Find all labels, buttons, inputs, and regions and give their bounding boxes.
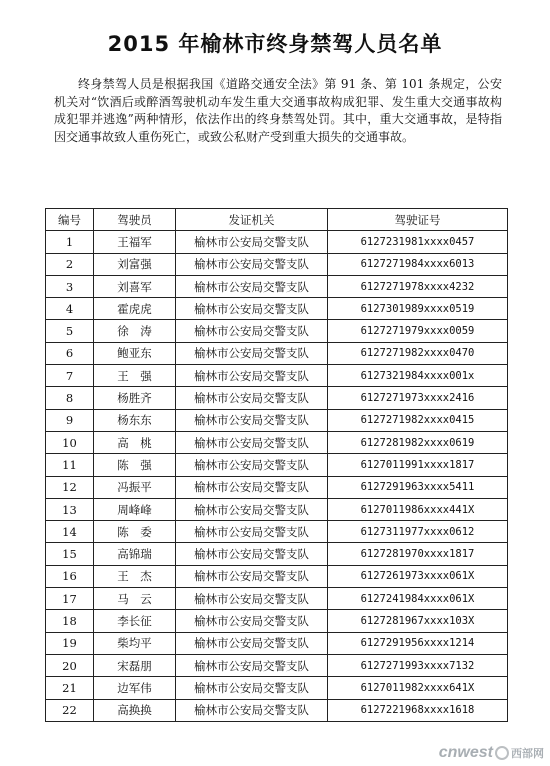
table-row: [46, 543, 508, 565]
intro-paragraph: 终身禁驾人员是根据我国《道路交通安全法》第 91 条、第 101 条规定，公安机关对“饮酒后或醉酒驾驶机动车发生重大交通事故构成犯罪、发生重大交通事故构成犯罪并逃逸”两种情形，依法作出的终身禁驾处罚。其中，重大交通事故，是特指因交通事故致人重伤死亡，或致公私财产受到重大损失的交通事故。: [54, 77, 502, 144]
cell-issuing-authority: 榆林市公安局交警支队: [176, 632, 328, 654]
table-body: [46, 231, 508, 722]
cell-license-number: 6127011982xxxx641X: [328, 677, 508, 699]
cell-number: 21: [46, 677, 94, 699]
cell-driver-name: 刘喜军: [94, 275, 176, 297]
cell-number: 17: [46, 588, 94, 610]
cell-number: 11: [46, 454, 94, 476]
cell-driver-name: 周峰峰: [94, 498, 176, 520]
cell-number: 18: [46, 610, 94, 632]
cell-number: 9: [46, 409, 94, 431]
cell-license-number: 6127271982xxxx0415: [328, 409, 508, 431]
table-row: [46, 409, 508, 431]
cell-issuing-authority: 榆林市公安局交警支队: [176, 476, 328, 498]
cell-issuing-authority: 榆林市公安局交警支队: [176, 498, 328, 520]
table-row: [46, 521, 508, 543]
table-row: [46, 231, 508, 253]
cell-issuing-authority: 榆林市公安局交警支队: [176, 654, 328, 676]
table-row: [46, 275, 508, 297]
cell-driver-name: 高换换: [94, 699, 176, 721]
cell-license-number: 6127271982xxxx0470: [328, 342, 508, 364]
cell-license-number: 6127011991xxxx1817: [328, 454, 508, 476]
cell-driver-name: 马 云: [94, 588, 176, 610]
table-row: [46, 565, 508, 587]
table-row: [46, 610, 508, 632]
cell-issuing-authority: 榆林市公安局交警支队: [176, 610, 328, 632]
cell-license-number: 6127241984xxxx061X: [328, 588, 508, 610]
header-authority: 发证机关: [176, 209, 328, 231]
cell-driver-name: 冯振平: [94, 476, 176, 498]
cell-issuing-authority: 榆林市公安局交警支队: [176, 431, 328, 453]
cell-issuing-authority: 榆林市公安局交警支队: [176, 320, 328, 342]
table-row: [46, 632, 508, 654]
cell-license-number: 6127271973xxxx2416: [328, 387, 508, 409]
cell-number: 5: [46, 320, 94, 342]
cell-number: 13: [46, 498, 94, 520]
document-title: 2015 年榆林市终身禁驾人员名单: [107, 32, 443, 56]
cell-license-number: 6127271978xxxx4232: [328, 275, 508, 297]
cell-driver-name: 陈 强: [94, 454, 176, 476]
cell-license-number: 6127231981xxxx0457: [328, 231, 508, 253]
site-watermark: [439, 744, 544, 762]
cell-issuing-authority: 榆林市公安局交警支队: [176, 521, 328, 543]
watermark-latin: cnwest: [438, 744, 493, 761]
cell-number: 20: [46, 654, 94, 676]
cell-issuing-authority: 榆林市公安局交警支队: [176, 699, 328, 721]
watermark-cn: 西部网: [511, 747, 544, 760]
cell-issuing-authority: 榆林市公安局交警支队: [176, 253, 328, 275]
cell-issuing-authority: 榆林市公安局交警支队: [176, 365, 328, 387]
cell-driver-name: 杨东东: [94, 409, 176, 431]
cell-number: 15: [46, 543, 94, 565]
cell-license-number: 6127281970xxxx1817: [328, 543, 508, 565]
cell-issuing-authority: 榆林市公安局交警支队: [176, 231, 328, 253]
cell-driver-name: 高 桃: [94, 431, 176, 453]
table-row: [46, 454, 508, 476]
header-license: 驾驶证号: [328, 209, 508, 231]
cell-number: 10: [46, 431, 94, 453]
cell-license-number: 6127011986xxxx441X: [328, 498, 508, 520]
cell-license-number: 6127271993xxxx7132: [328, 654, 508, 676]
cell-driver-name: 鲍亚东: [94, 342, 176, 364]
table-row: [46, 342, 508, 364]
cell-number: 14: [46, 521, 94, 543]
cell-driver-name: 王福军: [94, 231, 176, 253]
table-row: [46, 320, 508, 342]
cell-issuing-authority: 榆林市公安局交警支队: [176, 565, 328, 587]
cell-license-number: 6127311977xxxx0612: [328, 521, 508, 543]
banned-drivers-table: [45, 208, 508, 722]
cell-driver-name: 边军伟: [94, 677, 176, 699]
cell-number: 1: [46, 231, 94, 253]
cell-number: 22: [46, 699, 94, 721]
cell-number: 2: [46, 253, 94, 275]
cell-issuing-authority: 榆林市公安局交警支队: [176, 677, 328, 699]
cell-issuing-authority: 榆林市公安局交警支队: [176, 275, 328, 297]
table-row: [46, 476, 508, 498]
cell-issuing-authority: 榆林市公安局交警支队: [176, 298, 328, 320]
header-row: [46, 209, 508, 231]
table-row: [46, 253, 508, 275]
header-number: 编号: [46, 209, 94, 231]
cell-driver-name: 李长征: [94, 610, 176, 632]
cell-driver-name: 杨胜齐: [94, 387, 176, 409]
cell-license-number: 6127221968xxxx1618: [328, 699, 508, 721]
table-row: [46, 431, 508, 453]
table-row: [46, 498, 508, 520]
cell-number: 16: [46, 565, 94, 587]
cell-driver-name: 柴均平: [94, 632, 176, 654]
cell-license-number: 6127271979xxxx0059: [328, 320, 508, 342]
table-row: [46, 298, 508, 320]
cell-license-number: 6127281982xxxx0619: [328, 431, 508, 453]
cell-issuing-authority: 榆林市公安局交警支队: [176, 409, 328, 431]
table-row: [46, 677, 508, 699]
table-header: [46, 209, 508, 231]
cell-driver-name: 高锦瑞: [94, 543, 176, 565]
cell-number: 4: [46, 298, 94, 320]
cell-driver-name: 王 强: [94, 365, 176, 387]
cell-number: 12: [46, 476, 94, 498]
cell-driver-name: 霍虎虎: [94, 298, 176, 320]
table-row: [46, 365, 508, 387]
cell-number: 6: [46, 342, 94, 364]
watermark-logo-icon: [495, 746, 509, 760]
cell-license-number: 6127291963xxxx5411: [328, 476, 508, 498]
table-row: [46, 588, 508, 610]
cell-license-number: 6127281967xxxx103X: [328, 610, 508, 632]
cell-license-number: 6127261973xxxx061X: [328, 565, 508, 587]
cell-issuing-authority: 榆林市公安局交警支队: [176, 543, 328, 565]
cell-license-number: 6127321984xxxx001x: [328, 365, 508, 387]
cell-driver-name: 王 杰: [94, 565, 176, 587]
cell-number: 8: [46, 387, 94, 409]
cell-issuing-authority: 榆林市公安局交警支队: [176, 387, 328, 409]
cell-issuing-authority: 榆林市公安局交警支队: [176, 342, 328, 364]
table-row: [46, 699, 508, 721]
table-row: [46, 387, 508, 409]
cell-license-number: 6127271984xxxx6013: [328, 253, 508, 275]
cell-license-number: 6127301989xxxx0519: [328, 298, 508, 320]
cell-issuing-authority: 榆林市公安局交警支队: [176, 588, 328, 610]
cell-driver-name: 宋磊朋: [94, 654, 176, 676]
header-driver: 驾驶员: [94, 209, 176, 231]
cell-number: 7: [46, 365, 94, 387]
cell-issuing-authority: 榆林市公安局交警支队: [176, 454, 328, 476]
cell-number: 3: [46, 275, 94, 297]
cell-license-number: 6127291956xxxx1214: [328, 632, 508, 654]
cell-driver-name: 刘富强: [94, 253, 176, 275]
cell-number: 19: [46, 632, 94, 654]
cell-driver-name: 陈 委: [94, 521, 176, 543]
cell-driver-name: 徐 涛: [94, 320, 176, 342]
table-row: [46, 654, 508, 676]
